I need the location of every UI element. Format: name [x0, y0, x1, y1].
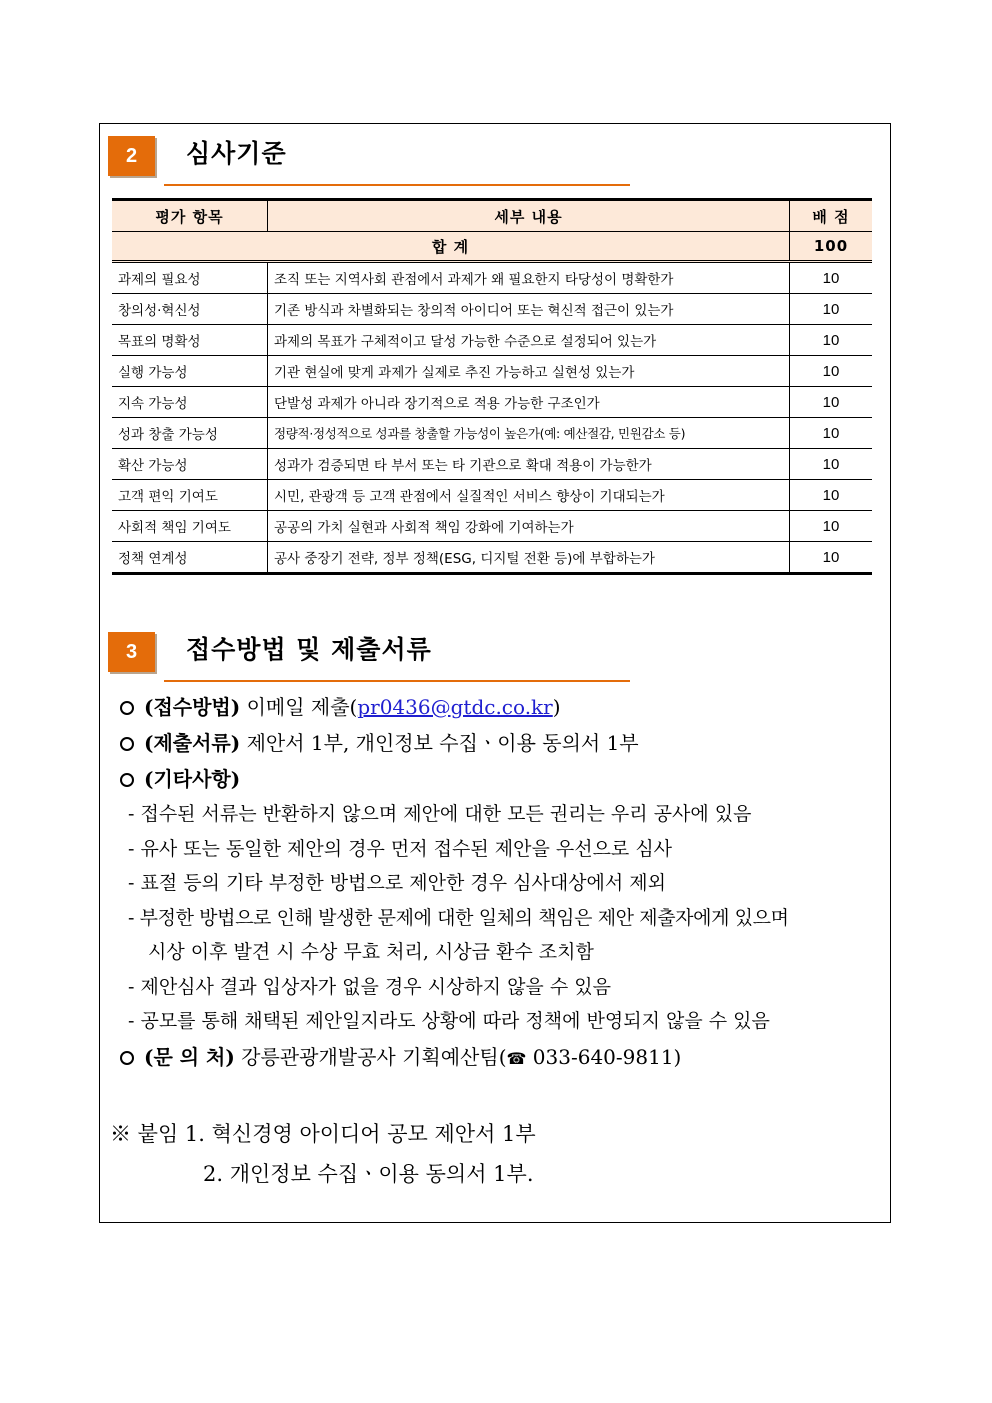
note-item: - 유사 또는 동일한 제안의 경우 먼저 접수된 제안을 우선으로 심사 — [128, 837, 673, 860]
method-line — [120, 689, 890, 725]
row-detail: 기관 현실에 맞게 과제가 실제로 추진 가능하고 실현성 있는가 — [268, 356, 790, 387]
method-close: ) — [552, 695, 561, 719]
note-item: - 공모를 통해 채택된 제안일지라도 상황에 따라 정책에 반영되지 않을 수 있음 — [128, 1010, 770, 1032]
row-score: 10 — [790, 325, 873, 356]
row-score: 10 — [790, 294, 873, 325]
section-number-badge: 3 — [108, 632, 155, 672]
row-detail: 성과가 검증되면 타 부서 또는 타 기관으로 확대 적용이 가능한가 — [268, 449, 790, 480]
phone-icon: ☎ — [506, 1048, 527, 1068]
etc-label: (기타사항) — [144, 767, 241, 791]
etc-line — [120, 761, 890, 797]
row-item: 창의성·혁신성 — [112, 294, 268, 325]
table-row — [112, 356, 872, 387]
table-row — [112, 325, 872, 356]
contact-line — [120, 1039, 890, 1075]
row-item: 지속 가능성 — [112, 387, 268, 418]
circle-bullet-icon — [120, 773, 134, 787]
row-score: 10 — [790, 480, 873, 511]
row-item: 고객 편익 기여도 — [112, 480, 268, 511]
table-header-row — [112, 200, 872, 232]
documents-text: 제안서 1부, 개인정보 수집ㆍ이용 동의서 1부 — [246, 731, 639, 755]
attachment-line-1: ※ 붙임 1. 혁신경영 아이디어 공모 제안서 1부 — [110, 1122, 536, 1146]
section-underline — [164, 680, 630, 682]
row-score: 10 — [790, 262, 873, 294]
table-row — [112, 418, 872, 449]
row-score: 10 — [790, 542, 873, 574]
section-title: 접수방법 및 제출서류 — [186, 635, 432, 664]
section-3-header — [108, 632, 628, 672]
attachments — [110, 1114, 536, 1194]
documents-label: (제출서류) — [144, 731, 241, 755]
section-number-badge: 2 — [108, 136, 155, 176]
method-text: 이메일 제출( — [246, 695, 358, 719]
document-frame — [99, 123, 891, 1223]
row-detail: 시민, 관광객 등 고객 관점에서 실질적인 서비스 향상이 기대되는가 — [268, 480, 790, 511]
contact-phone: 033-640-9811) — [526, 1044, 682, 1069]
contact-label: (문 의 처) — [144, 1044, 235, 1069]
section-2-header — [108, 136, 628, 176]
circle-bullet-icon — [120, 737, 134, 751]
row-detail: 과제의 목표가 구체적이고 달성 가능한 수준으로 설정되어 있는가 — [268, 325, 790, 356]
circle-bullet-icon — [120, 701, 134, 715]
row-item: 사회적 책임 기여도 — [112, 511, 268, 542]
criteria-table — [112, 198, 872, 575]
table-row — [112, 294, 872, 325]
contact-text: 강릉관광개발공사 기획예산팀( — [241, 1044, 507, 1069]
row-detail: 정량적·정성적으로 성과를 창출할 가능성이 높은가(예: 예산절감, 민원감소 등) — [268, 418, 790, 449]
row-score: 10 — [790, 356, 873, 387]
row-detail: 공공의 가치 실현과 사회적 책임 강화에 기여하는가 — [268, 511, 790, 542]
row-item: 목표의 명확성 — [112, 325, 268, 356]
note-item: - 접수된 서류는 반환하지 않으며 제안에 대한 모든 권리는 우리 공사에 있음 — [128, 803, 752, 825]
header-detail: 세부 내용 — [268, 200, 790, 232]
table-row — [112, 262, 872, 294]
total-score: 100 — [790, 232, 873, 262]
row-score: 10 — [790, 387, 873, 418]
attachment-line-2: 2. 개인정보 수집ㆍ이용 동의서 1부. — [203, 1162, 534, 1186]
table-row — [112, 387, 872, 418]
row-score: 10 — [790, 511, 873, 542]
note-item: - 부정한 방법으로 인해 발생한 문제에 대한 일체의 책임은 제안 제출자에게 있으며 — [128, 906, 789, 929]
row-detail: 조직 또는 지역사회 관점에서 과제가 왜 필요한지 타당성이 명확한가 — [268, 262, 790, 294]
row-item: 과제의 필요성 — [112, 262, 268, 294]
table-row — [112, 542, 872, 574]
table-row — [112, 511, 872, 542]
header-item: 평가 항목 — [112, 200, 268, 232]
note-item: - 제안심사 결과 입상자가 없을 경우 시상하지 않을 수 있음 — [128, 975, 611, 998]
row-score: 10 — [790, 449, 873, 480]
note-item-continued: 시상 이후 발견 시 수상 무효 처리, 시상금 환수 조치함 — [148, 941, 594, 963]
row-detail: 기존 방식과 차별화되는 창의적 아이디어 또는 혁신적 접근이 있는가 — [268, 294, 790, 325]
section-underline — [164, 184, 630, 186]
note-item: - 표절 등의 기타 부정한 방법으로 제안한 경우 심사대상에서 제외 — [128, 872, 666, 894]
email-link[interactable]: pr0436@gtdc.co.kr — [357, 695, 553, 719]
row-score: 10 — [790, 418, 873, 449]
submission-info — [120, 689, 890, 1075]
row-item: 성과 창출 가능성 — [112, 418, 268, 449]
section-title: 심사기준 — [186, 139, 287, 168]
row-detail: 공사 중장기 전략, 정부 정책(ESG, 디지털 전환 등)에 부합하는가 — [268, 542, 790, 574]
documents-line — [120, 725, 890, 761]
row-detail: 단발성 과제가 아니라 장기적으로 적용 가능한 구조인가 — [268, 387, 790, 418]
total-label: 합 계 — [112, 232, 790, 262]
row-item: 확산 가능성 — [112, 449, 268, 480]
row-item: 실행 가능성 — [112, 356, 268, 387]
row-item: 정책 연계성 — [112, 542, 268, 574]
method-label: (접수방법) — [144, 695, 241, 719]
circle-bullet-icon — [120, 1051, 134, 1065]
header-score: 배 점 — [790, 200, 873, 232]
table-row — [112, 480, 872, 511]
table-total-row — [112, 232, 872, 262]
table-row — [112, 449, 872, 480]
